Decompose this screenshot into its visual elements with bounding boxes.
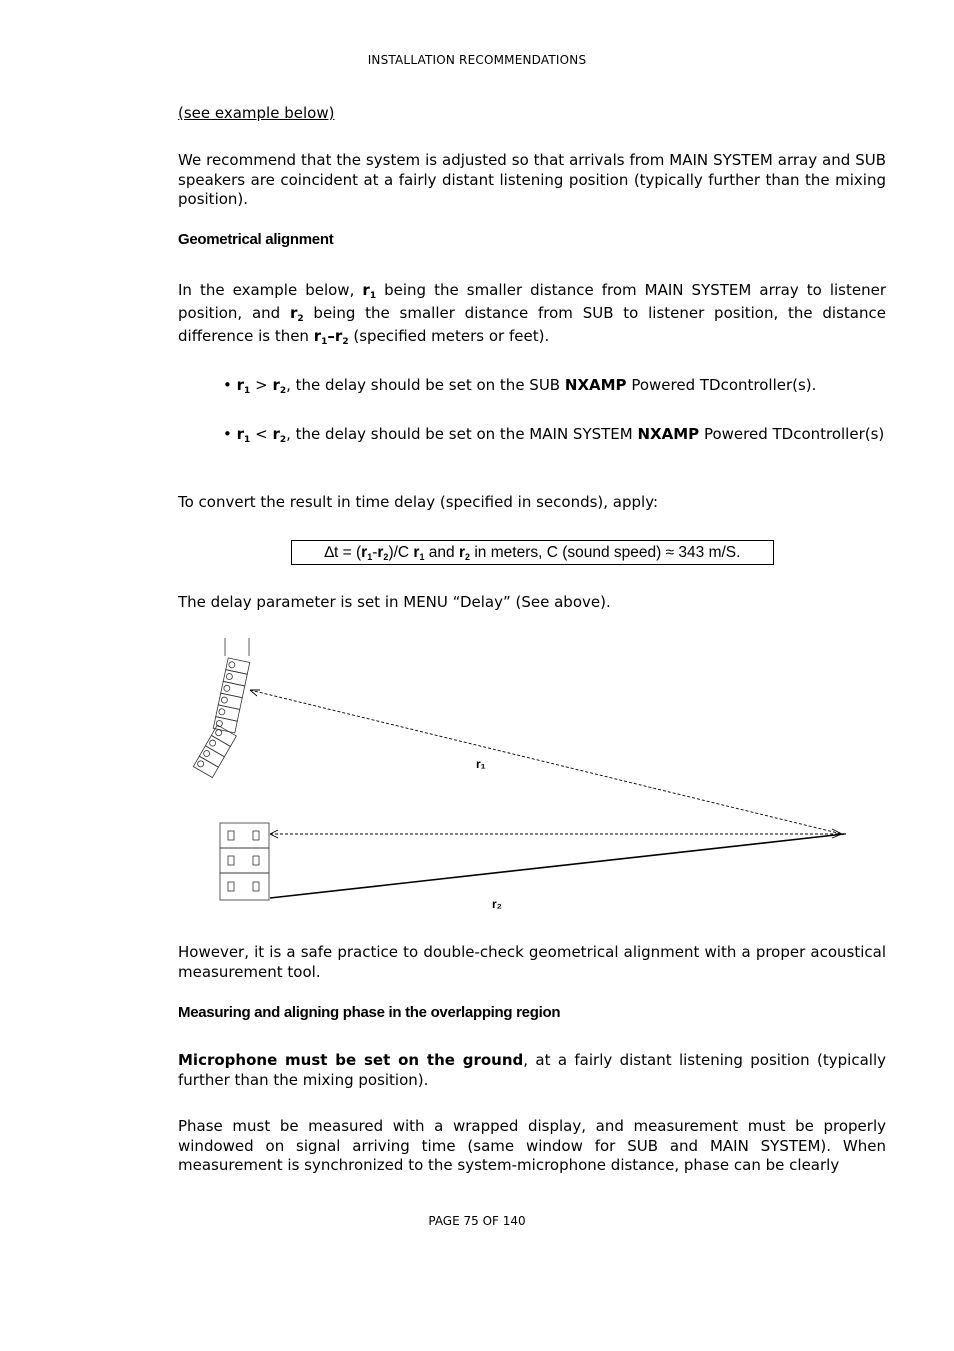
r2-symbol: $r_2$ (458, 544, 471, 562)
formula-minus: - (372, 544, 378, 561)
bullet-item-sub-delay (223, 375, 886, 396)
see-example-note: (see example below) (178, 104, 335, 122)
recommendation-paragraph: We recommend that the system is adjusted so that arrivals from MAIN SYSTEM array and SUB speakers are coincident at a fairly distant listening position (typically further than the mixing position). (178, 151, 886, 208)
formula-close: )/C (388, 544, 410, 561)
bullet-mark: • (223, 376, 232, 394)
operator: > (255, 376, 268, 394)
text-span: Powered TDcontroller(s). (631, 376, 817, 394)
r2-symbol: $r_2$ (377, 544, 389, 562)
phase-alignment-heading: Measuring and aligning phase in the overlapping region (178, 1004, 561, 1021)
text-span: , the delay should be set on the MAIN SYSTEM (286, 425, 633, 443)
r1-symbol: $r_1$ (236, 376, 251, 396)
r1-symbol: $r_1$ (361, 544, 373, 562)
delay-parameter-note: The delay parameter is set in MENU “Delay” (See above). (178, 593, 611, 611)
bullet-mark: • (223, 425, 232, 443)
main-array-speaker (193, 638, 249, 778)
operator: < (255, 425, 268, 443)
microphone-bold-text: Microphone must be set on the ground (178, 1051, 524, 1069)
r2-symbol: $r_2$ (272, 376, 287, 396)
r2-solid-path (270, 834, 844, 898)
text-span: being the smaller distance from SUB to listener position, the distance difference is then (178, 304, 886, 345)
page-number: PAGE 75 OF 140 (428, 1214, 526, 1228)
text-span: Powered TDcontroller(s) (703, 425, 885, 443)
r1-symbol: $r_1$ (362, 281, 377, 301)
phase-measurement-paragraph: Phase must be measured with a wrapped display, and measurement must be properly windowed on signal arriving time (same window for SUB and MAIN SYSTEM). When measurement is synchronized to the system-microphone distance, phase can be clearly (178, 1117, 886, 1174)
formula-rest: in meters, C (sound speed) ≈ 343 m/S. (474, 544, 741, 561)
safe-practice-paragraph: However, it is a safe practice to double-check geometrical alignment with a proper acoustical measurement tool. (178, 943, 886, 981)
example-paragraph (178, 279, 886, 348)
formula-start: ∆t = ( (324, 544, 362, 561)
page-header: INSTALLATION RECOMMENDATIONS (367, 53, 587, 67)
sub-speaker-stack (220, 823, 269, 900)
nxamp-label: NXAMP (564, 376, 627, 394)
r1-symbol: $r_1$ (236, 425, 251, 445)
text-span: , at a fairly distant listening position (typically further than the mixing position). (178, 1051, 886, 1089)
r2-symbol: $r_2$ (272, 425, 287, 445)
text-span: being the smaller distance from MAIN SYSTEM array to listener position, and (178, 281, 887, 322)
convert-instruction: To convert the result in time delay (specified in seconds), apply: (178, 493, 659, 511)
r1-dashed-path (250, 690, 842, 834)
r1-minus-r2: $r_1-r_2$ (313, 327, 349, 347)
geometrical-alignment-heading: Geometrical alignment (178, 231, 334, 248)
text-span: , the delay should be set on the SUB (286, 376, 561, 394)
r1-label: r₁ (476, 757, 486, 771)
microphone-paragraph (178, 1051, 886, 1090)
text-span: In the example below, (178, 281, 355, 299)
alignment-diagram (190, 630, 860, 920)
bullet-item-main-delay (223, 424, 886, 445)
formula-and: and (428, 544, 455, 561)
delay-formula-box (291, 540, 774, 565)
r1-symbol: $r_1$ (413, 544, 425, 562)
r2-label: r₂ (492, 897, 503, 911)
r2-symbol: $r_2$ (289, 304, 304, 324)
text-span: (specified meters or feet). (353, 327, 550, 345)
nxamp-label: NXAMP (637, 425, 700, 443)
